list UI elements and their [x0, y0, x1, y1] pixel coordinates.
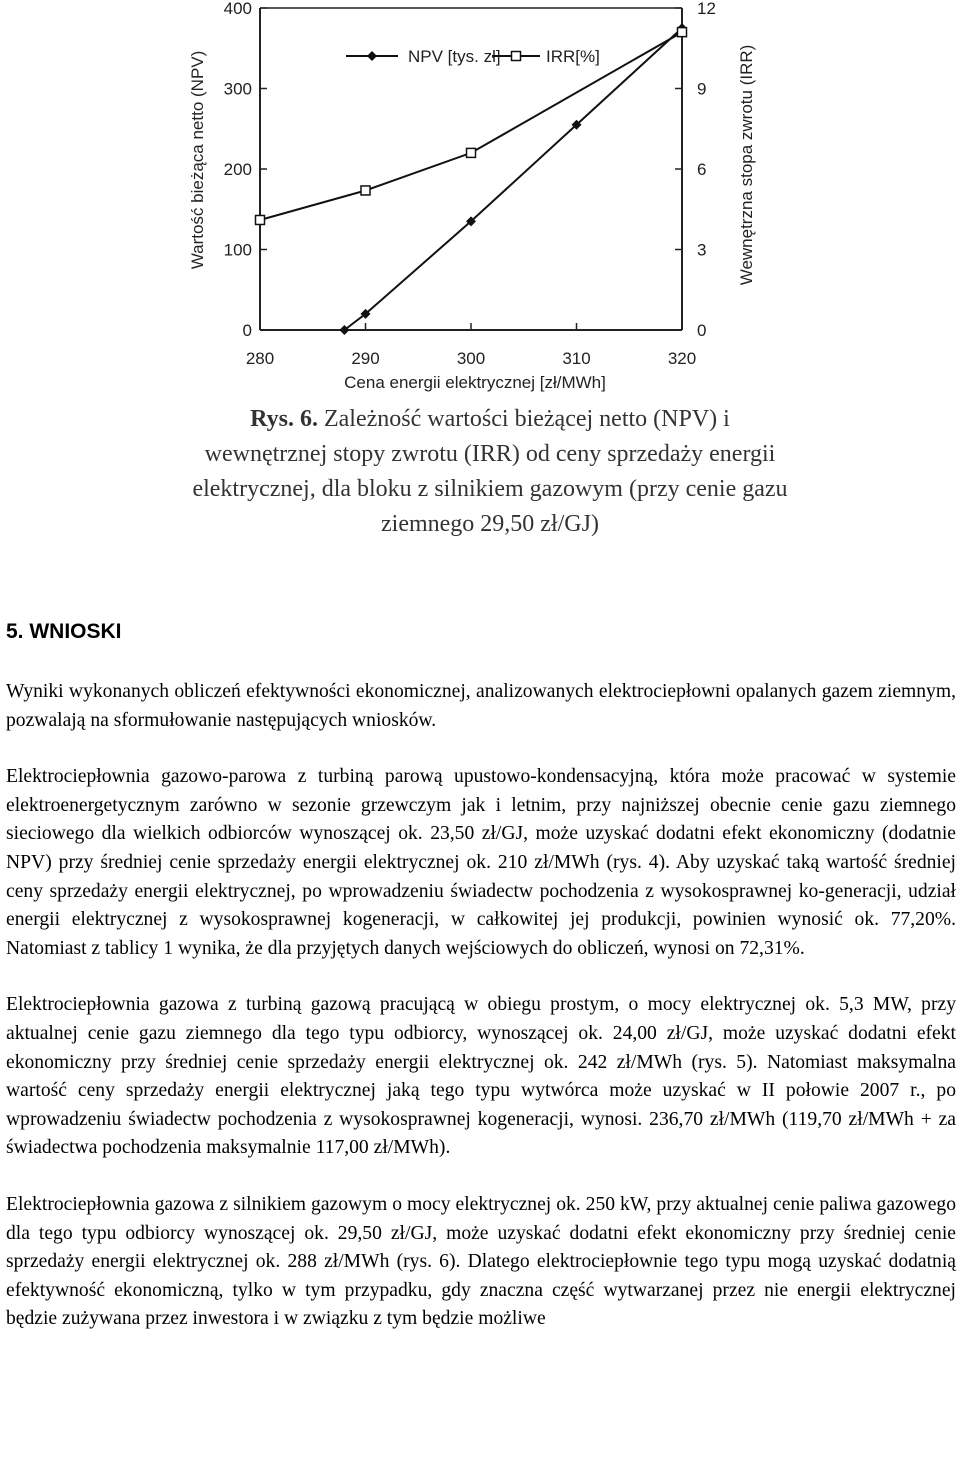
y-tick-label: 100: [223, 240, 252, 260]
legend-npv-marker: [367, 51, 377, 61]
figure-caption-text: Zależność wartości bieżącej netto (NPV) i wewnętrznej stopy zwrotu (IRR) od ceny sprzedaży energii elektrycznej, dla bloku z silnikiem gazowym (przy cenie gazu ziemnego 29,50 zł/GJ): [192, 406, 788, 537]
section-body: [6, 678, 956, 1334]
series-markers: [256, 23, 688, 335]
figure-caption: [190, 402, 790, 542]
figure: [0, 0, 960, 560]
x-tick-label: 300: [456, 349, 486, 368]
x-axis-label: Cena energii elektrycznej [zł/MWh]: [344, 373, 606, 392]
y2-tick-label: 0: [697, 321, 707, 340]
y2-tick-label: 9: [697, 79, 707, 99]
x-tick-label: 290: [351, 349, 380, 368]
y2-tick-label: 6: [697, 160, 707, 179]
paragraph-gas-steam-chp: Elektrociepłownia gazowo-parowa z turbiną parową upustowo-kondensacyjną, która może pracować w systemie elektroenergetycznym zarówno w sezonie grzewczym jak i letnim, przy najniższej obecnie cenie gazu ziemnego sieciowego dla wielkich odbiorców wynoszącej ok. 23,50 zł/GJ, może uzyskać dodatni efekt ekonomiczny (dodatnie NPV) przy średniej cenie sprzedaży energii elektrycznej ok. 210 zł/MWh (rys. 4). Aby uzyskać taką wartość średniej ceny sprzedaży energii elektrycznej, po wprowadzeniu świadectw pochodzenia z wysokosprawnej ko-generacji, udział energii elektrycznej z wysokosprawnej kogeneracji, w całkowitej jej produkcji, powinien wynosić ok. 77,20%. Natomiast z tablicy 1 wynika, że dla przyjętych danych wejściowych do obliczeń, wynosi on 72,31%.: [6, 766, 956, 959]
legend-irr-marker: [512, 52, 521, 61]
y-tick-label: 400: [223, 0, 252, 18]
y-tick-label: 200: [223, 160, 252, 179]
legend-npv-label: NPV [tys. zł]: [408, 47, 501, 66]
irr-point-marker: [678, 28, 687, 37]
y2-tick-label: 12: [697, 0, 716, 18]
npv-irr-chart: [0, 0, 960, 400]
paragraph-gas-turbine-chp: Elektrociepłownia gazowa z turbiną gazową pracującą w obiegu prostym, o mocy elektrycznej ok. 5,3 MW, przy aktualnej cenie gazu ziemnego dla tego typu odbiorcy, wynoszącej ok. 24,00 zł/GJ, może uzyskać dodatni efekt ekonomiczny przy średniej cenie sprzedaży energii elektrycznej ok. 242 zł/MWh (rys. 5). Natomiast maksymalna wartość ceny sprzedaży energii elektrycznej jaką tego typu wytwórca może uzyskać w II połowie 2007 r., po wprowadzeniu świadectw pochodzenia z wysokosprawnej kogeneracji, wynosi. 236,70 zł/MWh (119,70 zł/MWh + za świadectwa pochodzenia maksymalnie 117,00 zł/MWh).: [6, 994, 956, 1159]
y2-axis-label: Wewnętrzna stopa zwrotu (IRR): [737, 44, 756, 286]
x-tick-label: 320: [667, 349, 697, 368]
x-tick-label: 280: [245, 349, 275, 368]
paragraph-gas-engine-chp: Elektrociepłownia gazowa z silnikiem gazowym o mocy elektrycznej ok. 250 kW, przy aktualnej cenie paliwa gazowego dla tego typu odbiorcy wynoszącej ok. 29,50 zł/GJ, może uzyskać dodatni efekt ekonomiczny przy średniej cenie sprzedaży energii elektrycznej ok. 288 zł/MWh (rys. 6). Dlatego elektrociepłownie tego typu mogą uzyskać dodatnią efektywność ekonomiczną, tylko w tym przypadku, gdy znaczna część wytwarzanej przez nie energii elektrycznej będzie zużywana przez inwestora i w związku z tym będzie możliwe: [6, 1193, 956, 1330]
y-axis-label: Wartość bieżąca netto (NPV): [188, 50, 207, 270]
figure-caption-label: Rys. 6.: [250, 406, 318, 432]
y-tick-label: 0: [242, 321, 252, 340]
x-tick-label: 310: [562, 349, 591, 368]
chart-legend: [346, 47, 600, 66]
section-heading: 5. WNIOSKI: [6, 620, 122, 643]
series-lines: [260, 28, 682, 330]
irr-point-marker: [361, 186, 370, 195]
y2-tick-label: 3: [697, 240, 707, 260]
y-tick-label: 300: [223, 79, 252, 99]
irr-point-marker: [256, 215, 265, 224]
legend-irr-label: IRR[%]: [546, 47, 600, 66]
paragraph-intro: Wyniki wykonanych obliczeń efektywności ekonomicznej, analizowanych elektrociepłowni opalanych gazem ziemnym, pozwalają na sformułowanie następujących wniosków.: [6, 681, 956, 731]
irr-point-marker: [467, 148, 476, 157]
